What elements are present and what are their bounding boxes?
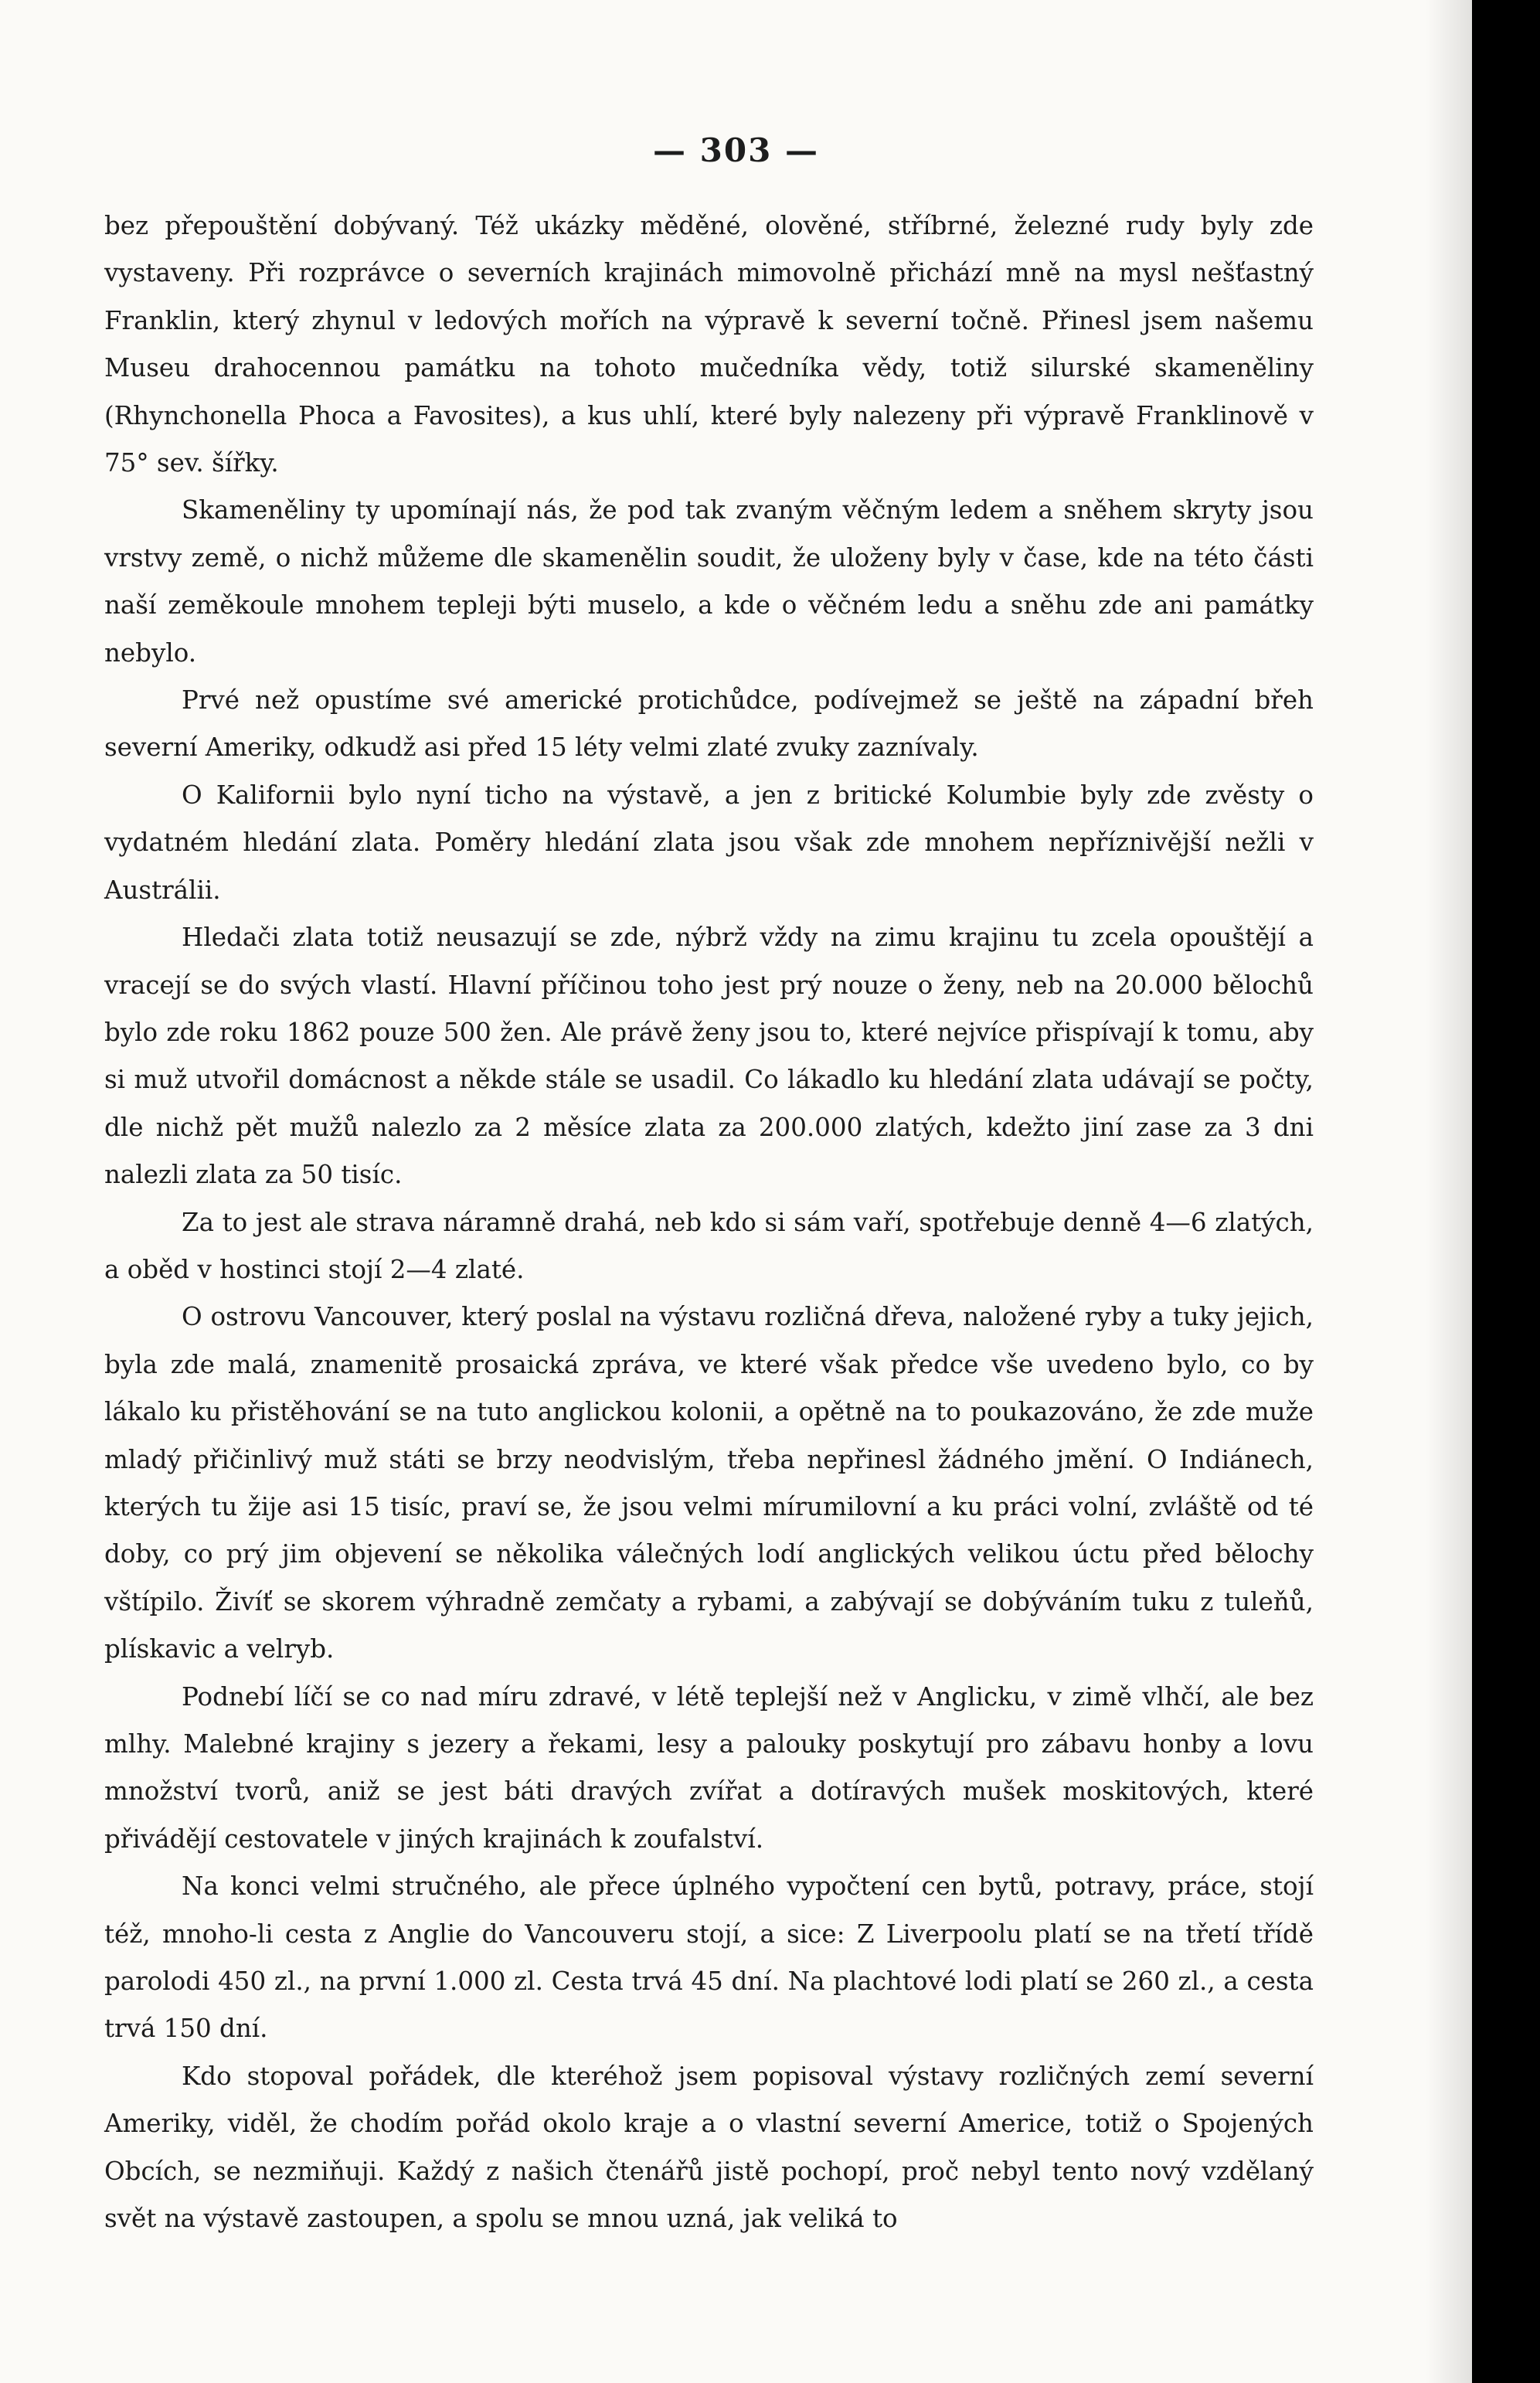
paragraph-10: Kdo stopoval pořádek, dle kteréhož jsem popisoval výstavy rozličných zemí severní Ameriky, viděl, že chodím pořád okolo kraje a o vlastní severní Americe, totiž o Spojených Obcích, se nezmiňuji. Každý z našich čtenářů jistě pochopí, proč nebyl tento nový vzdělaný svět na výstavě zastoupen, a spolu se mnou uzná, jak veliká to — [104, 2061, 1314, 2234]
paragraph-4: O Kalifornii bylo nyní ticho na výstavě, a jen z britické Kolumbie byly zde zvěsty o vydatném hledání zlata. Poměry hledání zlata jsou však zde mnohem nepříznivější nežli v Austrálii. — [104, 780, 1314, 905]
page-number: — 303 — — [653, 131, 819, 169]
paragraph-6: Za to jest ale strava náramně drahá, neb kdo si sám vaří, spotřebuje denně 4—6 zlatých, a oběd v hostinci stojí 2—4 zlaté. — [104, 1207, 1314, 1284]
paragraph-8: Podnebí líčí se co nad míru zdravé, v létě teplejší než v Anglicku, v zimě vlhčí, ale bez mlhy. Malebné krajiny s jezery a řekami, lesy a palouky poskytují pro zábavu honby a lovu množství tvorů, aniž se jest báti dravých zvířat a dotíravých mušek moskitových, které přivádějí cestovatele v jiných krajinách k zoufalství. — [104, 1681, 1314, 1854]
paragraph-2: Skameněliny ty upomínají nás, že pod tak zvaným věčným ledem a sněhem skryty jsou vrstvy země, o nichž můžeme dle skamenělin soudit, že uloženy byly v čase, kde na této části naší zeměkoule mnohem tepleji býti muselo, a kde o věčném ledu a sněhu zde ani památky nebylo. — [104, 495, 1314, 668]
paragraph-3: Prvé než opustíme své americké protichůdce, podívejmež se ještě na západní břeh severní Ameriky, odkudž asi před 15 léty velmi zlaté zvuky zaznívaly. — [104, 685, 1314, 763]
body-text — [104, 202, 1314, 2242]
paragraph-7: O ostrovu Vancouver, který poslal na výstavu rozličná dřeva, naložené ryby a tuky jejich, byla zde malá, znamenitě prosaická zpráva, ve které však předce vše uvedeno bylo, co by lákalo ku přistěhování se na tuto anglickou kolonii, a opětně na to poukazováno, že zde muže mladý přičinlivý muž státi se brzy neodvislým, třeba nepřinesl žádného jmění. O Indiánech, kterých tu žije asi 15 tisíc, praví se, že jsou velmi mírumilovní a ku práci volní, zvláště od té doby, co prý jim objevení se několika válečných lodí anglických velikou úctu před bělochy vštípilo. Živíť se skorem výhradně zemčaty a rybami, a zabývají se dobýváním tuku z tuleňů, plískavic a velryb. — [104, 1302, 1314, 1664]
paragraph-1: bez přepouštění dobývaný. Též ukázky měděné, olověné, stříbrné, železné rudy byly zde vystaveny. Při rozprávce o severních krajinách mimovolně přichází mně na mysl nešťastný Franklin, který zhynul v ledových mořích na výpravě k severní točně. Přinesl jsem našemu Museu drahocennou památku na tohoto mučedníka vědy, totiž silurské skameněliny (Rhynchonella Phoca a Favosites), a kus uhlí, které byly nalezeny při výpravě Franklinově v 75° sev. šířky. — [104, 211, 1314, 478]
paragraph-9: Na konci velmi stručného, ale přece úplného vypočtení cen bytů, potravy, práce, stojí též, mnoho-li cesta z Anglie do Vancouveru stojí, a sice: Z Liverpoolu platí se na třetí třídě parolodi 450 zl., na první 1.000 zl. Cesta trvá 45 dní. Na plachtové lodi platí se 260 zl., a cesta trvá 150 dní. — [104, 1871, 1314, 2044]
paragraph-5: Hledači zlata totiž neusazují se zde, nýbrž vždy na zimu krajinu tu zcela opouštějí a vracejí se do svých vlastí. Hlavní příčinou toho jest prý nouze o ženy, neb na 20.000 bělochů bylo zde roku 1862 pouze 500 žen. Ale právě ženy jsou to, které nejvíce přispívají k tomu, aby si muž utvořil domácnost a někde stále se usadil. Co lákadlo ku hledání zlata udávají se počty, dle nichž pět mužů nalezlo za 2 měsíce zlata za 200.000 zlatých, kdežto jiní zase za 3 dni nalezli zlata za 50 tisíc. — [104, 923, 1314, 1190]
page-edge-shadow — [1426, 0, 1472, 2383]
